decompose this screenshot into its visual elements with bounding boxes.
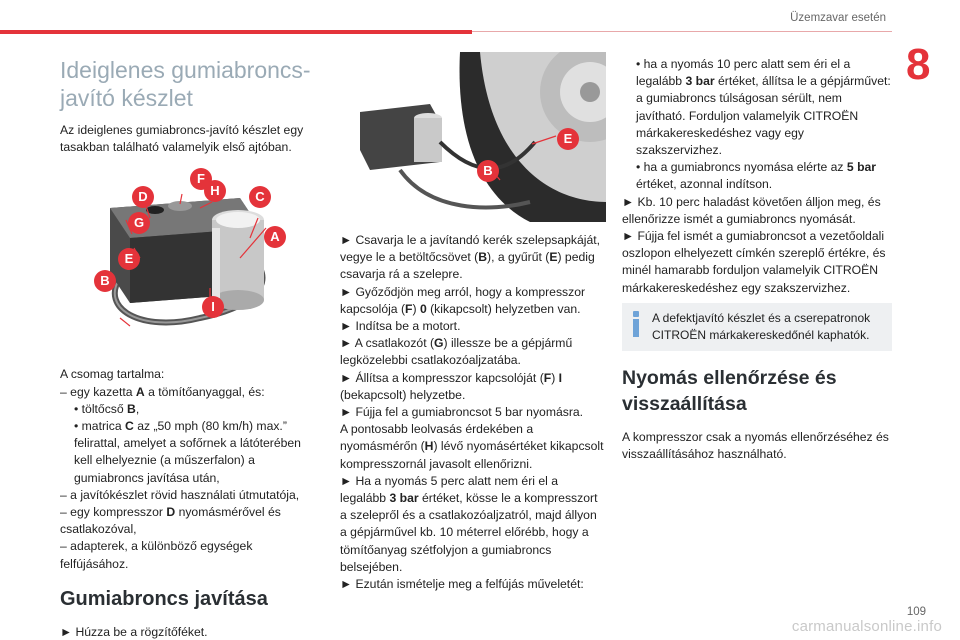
callout-A: A bbox=[264, 226, 286, 248]
callout-G: G bbox=[128, 212, 150, 234]
contents-item-2: – a javítókészlet rövid használati útmutatója, bbox=[60, 487, 300, 502]
contents-item-4: – adapterek, a különböző egységek felfújásához. bbox=[60, 539, 253, 571]
column-2 bbox=[340, 52, 606, 593]
contents-heading: A csomag tartalma: bbox=[60, 367, 165, 382]
pressure-paragraph: A kompresszor csak a nyomás ellenőrzéséhez és visszaállításához használható. bbox=[622, 429, 889, 462]
bullet-reached: • ha a gumiabroncs nyomása elérte az 5 bar értéket, azonnal indítson. bbox=[636, 160, 877, 192]
step-reinflate: ► Fújja fel ismét a gumiabroncsot a vezetőoldali oszlopon elhelyezett címkén szereplő értékre, és minél hamarabb forduljon valamelyik CITROËN márkakereskedéshez egy szakszervizhez. bbox=[622, 229, 886, 295]
step-stop-check: ► Kb. 10 perc haladást követően álljon meg, és ellenőrizze ismét a gumiabroncs nyomását. bbox=[622, 194, 881, 226]
column-3 bbox=[622, 56, 892, 463]
callout-H: H bbox=[204, 180, 226, 202]
wheel-illustration bbox=[340, 52, 606, 222]
step-valve: ► Csavarja le a javítandó kerék szelepsapkáját, vegye le a betöltőcsövet (B), a gyűrűt (E) pedig csavarja rá a szelepre. bbox=[340, 233, 601, 282]
step-inflate: ► Fújja fel a gumiabroncsot 5 bar nyomásra. bbox=[340, 405, 584, 420]
page-number: 109 bbox=[906, 606, 926, 618]
contents-item-1: – egy kazetta A a tömítőanyaggal, és: bbox=[60, 384, 265, 399]
intro-paragraph: Az ideiglenes gumiabroncs-javító készlet egy tasakban található valamelyik első ajtóban. bbox=[60, 123, 304, 155]
section-title-tyre-repair: Gumiabroncs javítása bbox=[60, 587, 268, 610]
step-switch-off: ► Győződjön meg arról, hogy a kompresszor kapcsolója (F) 0 (kikapcsolt) helyzetben van. bbox=[340, 284, 586, 316]
step-switch-on: ► Állítsa a kompresszor kapcsolóját (F) I (bekapcsolt) helyzetbe. bbox=[340, 370, 563, 402]
chapter-number: 8 bbox=[906, 40, 931, 89]
info-text: A defektjavító készlet és a cserepatronok CITROËN márkakereskedőnél kaphatók. bbox=[652, 310, 871, 342]
contents-item-3: – egy kompresszor D nyomásmérővel és csatlakozóval, bbox=[60, 505, 281, 537]
header-accent-bar bbox=[0, 30, 472, 34]
callout-E: E bbox=[118, 248, 140, 270]
callout-I: I bbox=[202, 296, 224, 318]
info-icon bbox=[631, 311, 641, 337]
step-start-engine: ► Indítsa be a motort. bbox=[340, 319, 461, 334]
info-box bbox=[622, 303, 892, 351]
step-plug: ► A csatlakozót (G) illessze be a gépjármű legközelebbi csatlakozóaljzatába. bbox=[340, 336, 573, 368]
section-title-pressure: Nyomás ellenőrzése és visszaállítása bbox=[622, 366, 837, 415]
step-repeat: ► Ezután ismételje meg a felfújás műveletét: bbox=[340, 577, 584, 592]
callout-F: F bbox=[190, 168, 212, 190]
running-header: Üzemzavar esetén bbox=[790, 12, 886, 24]
callout-C: C bbox=[249, 186, 271, 208]
callout-D: D bbox=[132, 186, 154, 208]
contents-item-1a: • töltőcső B, bbox=[74, 401, 140, 416]
column-1 bbox=[60, 56, 322, 640]
step-pressure-check: ► Ha a nyomás 5 perc alatt nem éri el a legalább 3 bar értéket, kösse le a kompresszort a szelepről és a csatlakozóaljzatról, majd állyon a gépjárművel kb. 10 méterrel előrébb, hogy a tömítőanyag szétfolyjon a gumiabroncs belsejében. bbox=[340, 473, 598, 574]
header-rule bbox=[472, 31, 892, 32]
note-gauge: A pontosabb leolvasás érdekében a nyomásmérőn (H) lévő nyomásértéket kikapcsolt kompresszornál javasolt ellenőrizni. bbox=[340, 422, 604, 471]
section-title-repair-kit: Ideiglenes gumiabroncs-javító készlet bbox=[60, 57, 311, 111]
step-handbrake: ► Húzza be a rögzítőféket. bbox=[60, 624, 208, 639]
bullet-not-reached: • ha a nyomás 10 perc alatt sem éri el a legalább 3 bar értéket, állítsa le a gépjárművet: a gumiabroncs túlságosan sérült, nem javítható. Forduljon valamelyik CITROËN márkakereskedéshez vagy egy szakszervizhez. bbox=[636, 57, 891, 158]
callout-B: B bbox=[94, 270, 116, 292]
callout-B-wheel: B bbox=[477, 160, 499, 182]
watermark: carmanualsonline.info bbox=[791, 618, 942, 635]
compressor-illustration bbox=[60, 168, 322, 348]
compressor-drawing bbox=[60, 168, 322, 348]
contents-item-1b: • matrica C az „50 mph (80 km/h) max.” felirattal, amelyet a sofőrnek a látóterében kell elhelyeznie (a műszerfalon) a gumiabroncs javítása után, bbox=[74, 419, 301, 485]
callout-E-wheel: E bbox=[557, 128, 579, 150]
